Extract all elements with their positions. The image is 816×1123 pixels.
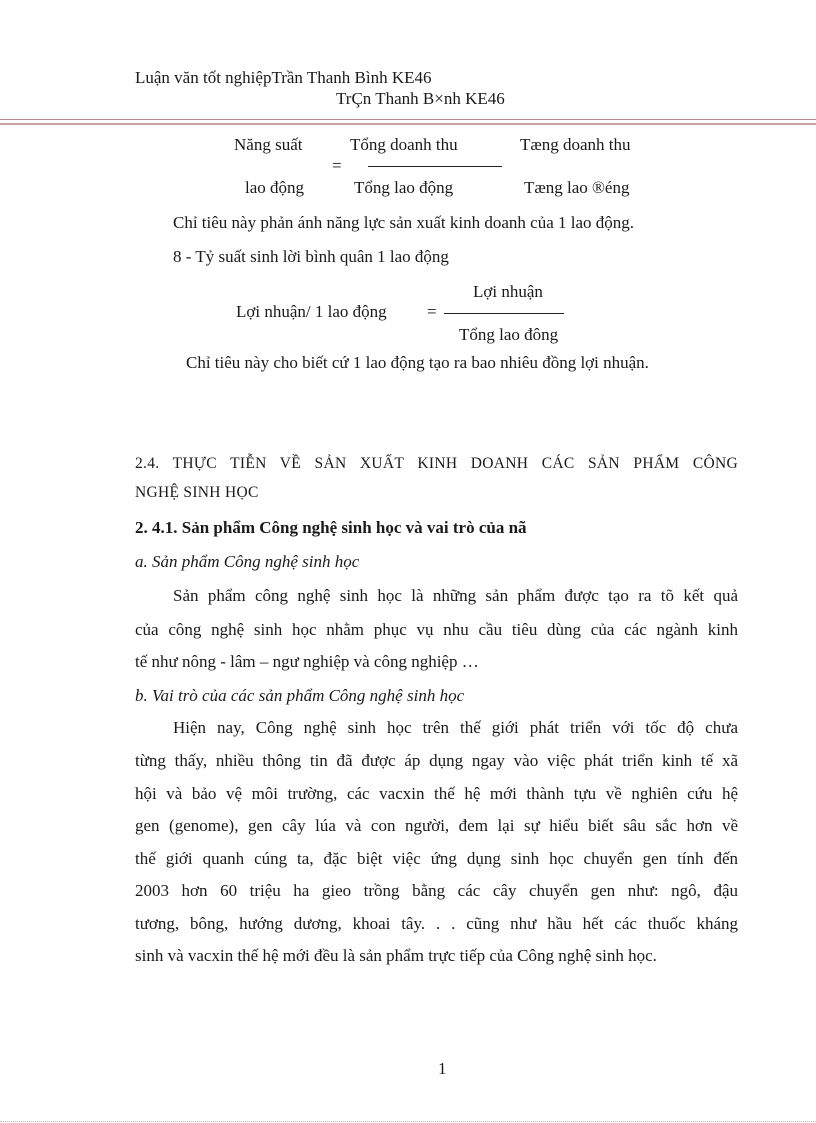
- formula2-left: Lợi nhuận/ 1 lao động: [236, 302, 387, 321]
- formula1-right-bottom: Tæng lao ®éng: [524, 178, 630, 197]
- item-8: 8 - Tỷ suất sinh lời bình quân 1 lao động: [173, 247, 449, 266]
- formula1-left-bottom: lao động: [245, 178, 305, 197]
- subsection-heading: 2. 4.1. Sản phẩm Công nghệ sinh học và vai trò của nã: [135, 518, 527, 537]
- header-line-1: Luận văn tốt nghiệpTrần Thanh Bình KE46: [135, 68, 432, 87]
- formula1-fraction-line: [368, 166, 502, 167]
- paragraph-a-line: Sản phẩm công nghệ sinh học là những sản phẩm được tạo ra tõ kết quả: [173, 586, 738, 605]
- paragraph-b-line: 2003 hơn 60 triệu ha gieo trồng bằng các cây chuyển gen như: ngô, đậu: [135, 881, 738, 900]
- indicator-paragraph-2: Chỉ tiêu này cho biết cứ 1 lao động tạo ra bao nhiêu đồng lợi nhuận.: [186, 353, 649, 372]
- header-line-2: TrÇn Thanh B×nh KE46: [336, 89, 505, 108]
- formula1-equals: =: [332, 156, 342, 175]
- formula1-numerator: Tổng doanh thu: [350, 135, 458, 154]
- paragraph-b-line: hội và bảo vệ môi trường, các vacxin thế hệ mới thành tựu về nghiên cứu hệ: [135, 784, 738, 803]
- formula2-denominator: Tổng lao đông: [459, 325, 559, 344]
- formula1-left-top: Năng suất: [234, 135, 303, 154]
- indicator-paragraph-1: Chỉ tiêu này phản ánh năng lực sản xuất kinh doanh của 1 lao động.: [173, 213, 635, 232]
- paragraph-b-line: tương, bông, hướng dương, khoai tây. . . cũng như hầu hết các thuốc kháng: [135, 914, 738, 933]
- subheading-b: b. Vai trò của các sản phẩm Công nghệ sinh học: [135, 686, 465, 705]
- page-bottom-edge: [0, 1121, 816, 1122]
- page-number: 1: [438, 1059, 447, 1078]
- formula1-denominator: Tổng lao động: [354, 178, 454, 197]
- paragraph-b-line: Hiện nay, Công nghệ sinh học trên thế giới phát triển với tốc độ chưa: [173, 718, 738, 737]
- paragraph-b-line: từng thấy, nhiều thông tin đã được áp dụng ngay vào việc phát triển kinh tế xã: [135, 751, 738, 770]
- paragraph-a-line: của công nghệ sinh học nhằm phục vụ nhu cầu tiêu dùng của các ngành kinh: [135, 620, 738, 639]
- header-rule-shadow: [0, 123, 816, 125]
- subheading-a: a. Sản phẩm Công nghệ sinh học: [135, 552, 360, 571]
- formula2-equals: =: [427, 302, 437, 321]
- header-rule: [0, 119, 816, 120]
- paragraph-b-line: gen (genome), gen cây lúa và con người, đem lại sự hiểu biết sâu sắc hơn về: [135, 816, 738, 835]
- formula2-numerator: Lợi nhuận: [473, 282, 543, 301]
- section-heading-line-2: NGHỆ SINH HỌC: [135, 484, 259, 501]
- paragraph-b-line: thế giới quanh cúng ta, đặc biệt việc ứng dụng sinh học chuyển gen tính đến: [135, 849, 738, 868]
- formula1-right-top: Tæng doanh thu: [520, 135, 631, 154]
- formula2-fraction-line: [444, 313, 564, 314]
- paragraph-b-line: sinh và vacxin thế hệ mới đều là sản phẩm trực tiếp của Công nghệ sinh học.: [135, 946, 657, 965]
- section-heading-line-1: 2.4. THỰC TIỄN VỀ SẢN XUẤT KINH DOANH CÁC SẢN PHẨM CÔNG: [135, 455, 738, 472]
- paragraph-a-line: tế như nông - lâm – ngư nghiệp và công nghiệp …: [135, 652, 479, 671]
